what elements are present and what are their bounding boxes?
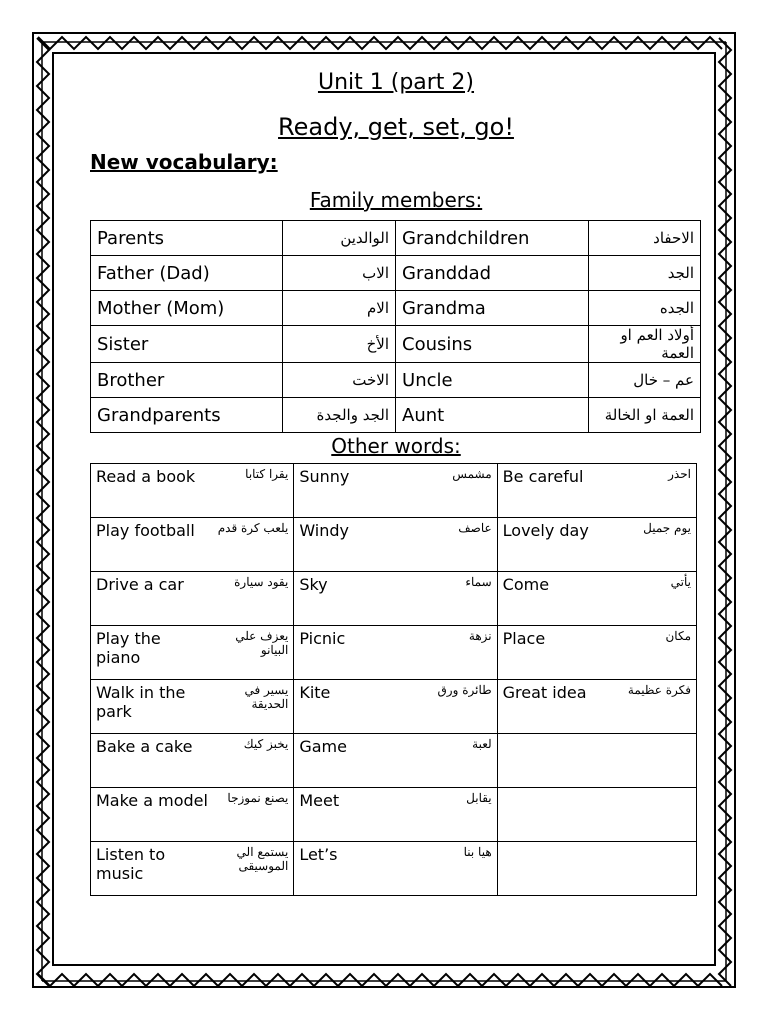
arabic-translation: نزهة — [468, 629, 492, 643]
word-cell — [294, 788, 497, 842]
other-words-table — [90, 463, 697, 896]
english-word: Windy — [299, 521, 350, 540]
arabic-translation: يقود سيارة — [234, 575, 289, 589]
english-word: Listen to music — [96, 845, 166, 883]
word-cell — [91, 518, 294, 572]
english-word: Drive a car — [96, 575, 184, 594]
word-cell — [91, 734, 294, 788]
arabic-translation: يعزف علي البيانو — [235, 629, 289, 657]
english-word: Great idea — [502, 683, 587, 702]
word-cell — [497, 788, 696, 842]
word-cell — [91, 464, 294, 518]
table-row — [91, 326, 701, 363]
arabic-translation: يلعب كرة قدم — [217, 521, 289, 535]
table-row — [91, 842, 697, 896]
family-translation: الام — [283, 291, 396, 326]
word-cell — [294, 464, 497, 518]
table-row — [91, 680, 697, 734]
family-translation: الاحفاد — [588, 221, 700, 256]
word-cell — [294, 734, 497, 788]
word-cell — [91, 680, 294, 734]
arabic-translation: عاصف — [458, 521, 492, 535]
word-cell — [497, 572, 696, 626]
table-row — [91, 788, 697, 842]
family-word: Parents — [91, 221, 283, 256]
family-word: Mother (Mom) — [91, 291, 283, 326]
unit-title: Unit 1 (part 2) — [317, 70, 475, 95]
family-translation: الجد — [588, 256, 700, 291]
family-word: Grandchildren — [396, 221, 589, 256]
english-word: Kite — [299, 683, 331, 702]
arabic-translation: يخبز كيك — [243, 737, 289, 751]
family-table — [90, 220, 701, 433]
family-word: Cousins — [396, 326, 589, 363]
family-heading: Family members: — [309, 188, 483, 212]
arabic-translation: يقابل — [466, 791, 492, 805]
arabic-translation: طائرة ورق — [437, 683, 492, 697]
table-row — [91, 572, 697, 626]
family-translation: الاب — [283, 256, 396, 291]
family-translation: أولاد العم او العمة — [588, 326, 700, 363]
table-row — [91, 363, 701, 398]
english-word: Let’s — [299, 845, 338, 864]
table-row — [91, 734, 697, 788]
english-word: Lovely day — [502, 521, 589, 540]
border-zigzag-line — [719, 38, 731, 986]
family-translation: الاخت — [283, 363, 396, 398]
word-cell — [294, 680, 497, 734]
word-cell — [497, 464, 696, 518]
english-word: Make a model — [96, 791, 208, 810]
word-cell — [497, 842, 696, 896]
family-word: Brother — [91, 363, 283, 398]
family-word: Granddad — [396, 256, 589, 291]
family-word: Father (Dad) — [91, 256, 283, 291]
family-word: Aunt — [396, 398, 589, 433]
table-row — [91, 398, 701, 433]
arabic-translation: يستمع الي الموسيقى — [236, 845, 289, 873]
word-cell — [497, 518, 696, 572]
vocab-heading: New vocabulary: — [90, 150, 278, 174]
arabic-translation: فكرة عظيمة — [627, 683, 691, 697]
word-cell — [91, 572, 294, 626]
family-translation: الجد والجدة — [283, 398, 396, 433]
english-word: Picnic — [299, 629, 346, 648]
family-translation: الجده — [588, 291, 700, 326]
border-zigzag-line — [37, 38, 49, 986]
word-cell — [497, 680, 696, 734]
table-row — [91, 221, 701, 256]
arabic-translation: يقرا كتابا — [245, 467, 289, 481]
table-row — [91, 464, 697, 518]
word-cell — [294, 518, 497, 572]
arabic-translation: سماء — [465, 575, 492, 589]
arabic-translation: يوم جميل — [643, 521, 691, 535]
border-zigzag-line — [38, 974, 722, 986]
english-word: Place — [502, 629, 546, 648]
word-cell — [91, 842, 294, 896]
lesson-title: Ready, get, set, go! — [278, 113, 514, 141]
table-row — [91, 256, 701, 291]
other-words-heading: Other words: — [331, 434, 461, 458]
arabic-translation: يأتي — [670, 575, 691, 589]
arabic-translation: مكان — [665, 629, 691, 643]
arabic-translation: هيا بنا — [463, 845, 492, 859]
english-word: Play the piano — [96, 629, 161, 667]
word-cell — [91, 788, 294, 842]
family-translation: الوالدين — [283, 221, 396, 256]
english-word: Sunny — [299, 467, 350, 486]
word-cell — [294, 572, 497, 626]
family-word: Sister — [91, 326, 283, 363]
family-translation: عم – خال — [588, 363, 700, 398]
arabic-translation: يصنع نموزجا — [227, 791, 289, 805]
family-translation: الأخ — [283, 326, 396, 363]
word-cell — [497, 626, 696, 680]
english-word: Meet — [299, 791, 340, 810]
english-word: Come — [502, 575, 550, 594]
family-translation: العمة او الخالة — [588, 398, 700, 433]
family-word: Grandma — [396, 291, 589, 326]
border-zigzag-line — [38, 37, 722, 49]
english-word: Bake a cake — [96, 737, 193, 756]
english-word: Sky — [299, 575, 328, 594]
table-row — [91, 626, 697, 680]
arabic-translation: احذر — [668, 467, 691, 481]
family-word: Grandparents — [91, 398, 283, 433]
word-cell — [294, 842, 497, 896]
word-cell — [91, 626, 294, 680]
english-word: Be careful — [502, 467, 584, 486]
english-word: Walk in the park — [96, 683, 186, 721]
table-row — [91, 291, 701, 326]
english-word: Game — [299, 737, 347, 756]
english-word: Play football — [96, 521, 195, 540]
family-word: Uncle — [396, 363, 589, 398]
word-cell — [294, 626, 497, 680]
table-row — [91, 518, 697, 572]
arabic-translation: يسير في الحديقة — [244, 683, 289, 711]
arabic-translation: مشمس — [452, 467, 492, 481]
english-word: Read a book — [96, 467, 196, 486]
word-cell — [497, 734, 696, 788]
arabic-translation: لعبة — [472, 737, 492, 751]
